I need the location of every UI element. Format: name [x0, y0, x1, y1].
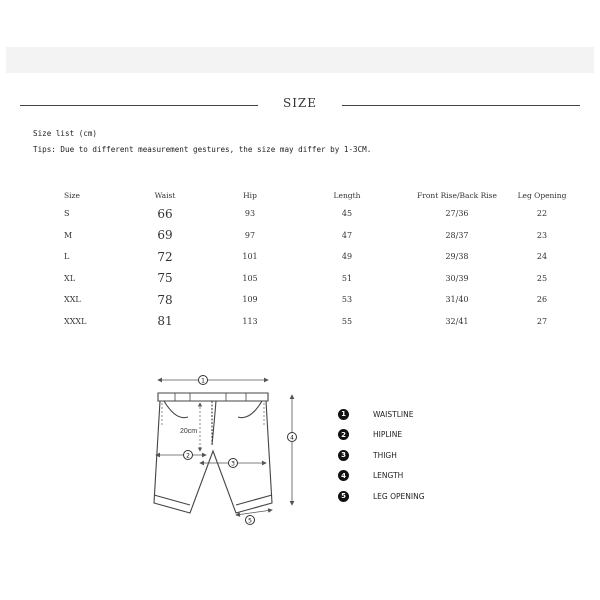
- header-size: Size: [64, 190, 80, 200]
- header-leg-opening: Leg Opening: [517, 190, 567, 200]
- cell-rise: 27/36: [445, 209, 469, 219]
- legend-label: HIPLINE: [373, 430, 403, 440]
- cell-waist: 81: [157, 314, 173, 329]
- cell-length: 49: [341, 252, 353, 262]
- shorts-outline: [154, 393, 272, 513]
- cell-leg-opening: 26: [536, 295, 548, 305]
- cell-length: 51: [341, 273, 353, 283]
- cell-size: XXL: [64, 295, 81, 305]
- cell-waist: 72: [157, 249, 173, 264]
- diagram-marker-3-label: 3: [231, 460, 235, 468]
- size-table: [40, 187, 574, 332]
- table-row: [40, 289, 574, 311]
- cell-size: M: [64, 230, 73, 240]
- legend-item-hipline: [338, 425, 425, 446]
- cell-length: 47: [341, 230, 353, 240]
- size-list-unit: Size list (cm): [33, 129, 98, 138]
- table-row: [40, 268, 574, 290]
- shorts-diagram: [140, 365, 315, 540]
- table-row: [40, 225, 574, 247]
- cell-length: 55: [341, 316, 353, 326]
- diagram-marker-5-label: 5: [248, 517, 252, 525]
- cell-waist: 75: [157, 271, 173, 286]
- leg-opening-measure-line: [236, 510, 272, 515]
- legend-number-badge: 5: [338, 491, 349, 502]
- header-rise: Front Rise/Back Rise: [417, 190, 497, 200]
- cell-leg-opening: 27: [536, 316, 548, 326]
- cell-size: S: [64, 209, 70, 219]
- diagram-marker-5: [246, 516, 255, 525]
- legend-label: LENGTH: [373, 471, 404, 481]
- cell-rise: 31/40: [445, 295, 469, 305]
- cell-leg-opening: 24: [536, 252, 548, 262]
- cell-hip: 109: [242, 295, 258, 305]
- heading-rule-left: [20, 105, 258, 106]
- header-hip: Hip: [243, 190, 257, 200]
- cell-hip: 101: [242, 252, 258, 262]
- diagram-marker-2: [184, 451, 193, 460]
- cell-size: XXXL: [64, 316, 87, 326]
- cell-hip: 93: [244, 209, 256, 219]
- diagram-marker-2-label: 2: [186, 452, 190, 460]
- legend-number-badge: 4: [338, 470, 349, 481]
- top-band: [6, 47, 594, 73]
- table-row: [40, 246, 574, 268]
- measurement-legend: [338, 404, 425, 507]
- cell-hip: 105: [242, 273, 258, 283]
- legend-label: WAISTLINE: [373, 409, 414, 419]
- header-waist: Waist: [154, 190, 176, 200]
- cell-leg-opening: 23: [536, 230, 548, 240]
- cell-leg-opening: 22: [536, 209, 548, 219]
- rise-20cm-label: 20cm: [180, 428, 198, 435]
- cell-rise: 32/41: [445, 316, 469, 326]
- diagram-marker-1-label: 1: [201, 377, 205, 385]
- diagram-marker-3: [229, 459, 238, 468]
- heading-rule-right: [342, 105, 580, 106]
- cell-waist: 69: [157, 228, 173, 243]
- table-row: [40, 311, 574, 333]
- cell-leg-opening: 25: [536, 273, 548, 283]
- legend-label: THIGH: [373, 450, 397, 460]
- diagram-marker-4: [288, 433, 297, 442]
- cell-waist: 66: [157, 206, 173, 221]
- cell-size: XL: [64, 273, 76, 283]
- cell-hip: 97: [244, 230, 256, 240]
- table-row: [40, 203, 574, 225]
- cell-waist: 78: [157, 292, 173, 307]
- legend-number-badge: 1: [338, 409, 349, 420]
- legend-number-badge: 2: [338, 429, 349, 440]
- table-header-row: [40, 187, 574, 203]
- cell-hip: 113: [242, 316, 258, 326]
- diagram-marker-4-label: 4: [290, 434, 294, 442]
- legend-item-length: [338, 466, 425, 487]
- legend-label: LEG OPENING: [373, 491, 425, 501]
- cell-length: 45: [341, 209, 353, 219]
- legend-item-thigh: [338, 445, 425, 466]
- legend-item-leg-opening: [338, 486, 425, 507]
- header-length: Length: [333, 190, 361, 200]
- legend-number-badge: 3: [338, 450, 349, 461]
- cell-length: 53: [341, 295, 353, 305]
- page-title: SIZE: [282, 96, 318, 110]
- cell-size: L: [64, 252, 70, 262]
- diagram-marker-1: [199, 376, 208, 385]
- legend-item-waistline: [338, 404, 425, 425]
- measurement-tip: Tips: Due to different measurement gestures, the size may differ by 1-3CM.: [33, 145, 372, 154]
- cell-rise: 30/39: [445, 273, 469, 283]
- cell-rise: 28/37: [445, 230, 469, 240]
- cell-rise: 29/38: [445, 252, 469, 262]
